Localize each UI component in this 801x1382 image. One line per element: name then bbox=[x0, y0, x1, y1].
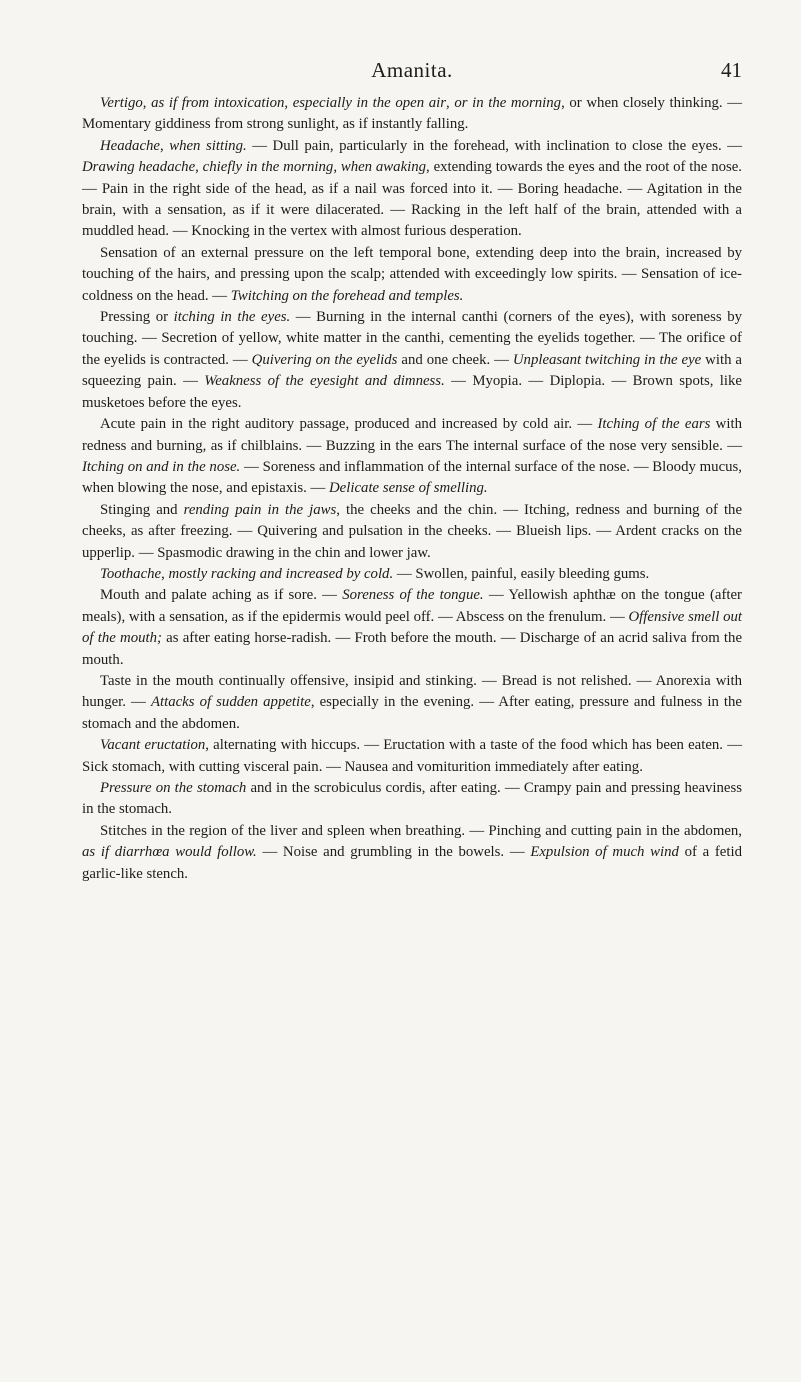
italic-text: as if diarrhœa would follow. bbox=[82, 844, 257, 861]
paragraph bbox=[82, 735, 742, 778]
text-run: , bbox=[284, 95, 293, 111]
italic-text: as if from intoxication bbox=[151, 95, 285, 111]
text-run: Stitches in the region of the liver and spleen when breathing. — Pinching and cutting pain in the abdomen, bbox=[100, 822, 742, 839]
italic-text: Pressure on the stomach bbox=[100, 780, 247, 796]
paragraph bbox=[82, 500, 742, 564]
text-run: , alternating with hiccups. — Eructation with a taste of the food which has been eaten. — Sick stomach, with cutting visceral pain. — Nausea and vomiturition immediately after eating. bbox=[82, 737, 742, 775]
italic-text: Unpleasant twitching in the eye bbox=[512, 351, 702, 368]
italic-text: Itching of the ears bbox=[597, 416, 711, 433]
italic-text: Twitching on the forehead and temples. bbox=[230, 287, 464, 304]
italic-text: especially in the open air bbox=[292, 95, 446, 111]
paragraph bbox=[82, 307, 742, 414]
page-number: 41 bbox=[721, 58, 742, 82]
text-run: — Noise and grumbling in the bowels. — bbox=[256, 844, 531, 861]
text-run: , bbox=[446, 95, 455, 111]
italic-text: Quivering on the eyelids bbox=[251, 351, 398, 368]
italic-text: Attacks of sudden appetite bbox=[150, 694, 311, 711]
paragraph bbox=[82, 93, 742, 136]
page-header bbox=[82, 58, 742, 88]
italic-text: Vertigo bbox=[100, 95, 143, 111]
italic-text: mostly racking and increased by cold. bbox=[168, 565, 394, 582]
text-run: Taste in the mouth continually offensive, insipid and stinking. — Bread is not relished. — Anorexia with hunger. — bbox=[82, 672, 742, 711]
text-run: as after eating horse-radish. — Froth before the mouth. — Discharge of an acrid saliva from the mouth. bbox=[82, 630, 743, 668]
text-run: , bbox=[333, 159, 341, 176]
italic-text: Drawing headache bbox=[82, 159, 196, 176]
text-run: — Burning in the internal canthi (corners of the eyes), with soreness by touching. — Secretion of yellow, white matter in the canthi, cementing the eyelids together. — The orifice of the eyelids is contracted. — bbox=[82, 309, 742, 368]
italic-text: rending pain in the jaws bbox=[183, 501, 337, 518]
text-run: Mouth and palate aching as if sore. — bbox=[100, 587, 343, 604]
italic-text: chiefly in the morning bbox=[202, 159, 334, 176]
text-run: , extending towards the eyes and the root of the nose. — Pain in the right side of the head, as if a nail was forced into it. — Boring headache. — Agitation in the brain, with a sensation, as if it were dilacerated. — Racking in the left half of the brain, attended with a muddled head. — Knocking in the vertex with almost furious desperation. bbox=[82, 159, 743, 240]
paragraph bbox=[82, 821, 742, 885]
running-title: Amanita. bbox=[371, 58, 453, 82]
italic-text: Soreness of the tongue. bbox=[342, 587, 484, 604]
paragraph bbox=[82, 136, 742, 243]
italic-text: Offensive smell out of the mouth; bbox=[82, 608, 742, 647]
italic-text: when awaking bbox=[340, 159, 427, 176]
italic-text: itching in the eyes. bbox=[173, 309, 291, 326]
text-run: Stinging and bbox=[100, 501, 184, 518]
italic-text: Delicate sense of smelling. bbox=[329, 480, 488, 497]
text-run: , especially in the evening. — After eating, pressure and fulness in the stomach and the abdomen. bbox=[82, 694, 742, 732]
italic-text: Vacant eructation bbox=[100, 737, 206, 754]
text-run: , or when closely thinking. — Momentary giddiness from strong sunlight, as if instantly falling. bbox=[82, 95, 742, 133]
paragraph bbox=[82, 243, 742, 307]
text-run: — Swollen, painful, easily bleeding gums. bbox=[393, 565, 650, 582]
text-run: , the cheeks and the chin. — Itching, redness and burning of the cheeks, as after freezing. — Quivering and pulsation in the cheeks. — Blueish lips. — Ardent cracks on the upperlip. — Spasmodic drawing in the chin and lower jaw. bbox=[82, 501, 743, 561]
paragraph bbox=[82, 564, 742, 585]
text-run: Sensation of an external pressure on the left temporal bone, extending deep into the brain, increased by touching of the hairs, and pressing upon the scalp; attended with exceedingly low spirits. — Sensation of ice-coldness on the head. — bbox=[82, 244, 742, 304]
text-run: and in the scrobiculus cordis, after eating. — Crampy pain and pressing heaviness in the stomach. bbox=[82, 780, 743, 818]
italic-text: Weakness of the eyesight and dimness. bbox=[204, 373, 445, 390]
text-run: , bbox=[159, 137, 170, 154]
text-run: , bbox=[161, 565, 169, 582]
italic-text: Itching on and in the nose. bbox=[82, 458, 241, 475]
text-run: Acute pain in the right auditory passage, produced and increased by cold air. — bbox=[100, 416, 598, 433]
text-run: — Soreness and inflammation of the internal surface of the nose. — Bloody mucus, when blowing the nose, and epistaxis. — bbox=[82, 458, 742, 497]
italic-text: or in the morning bbox=[454, 95, 562, 111]
text-run: , bbox=[142, 95, 152, 111]
book-page bbox=[82, 58, 742, 885]
paragraph bbox=[82, 414, 742, 500]
italic-text: Headache bbox=[100, 137, 160, 154]
text-run: — Dull pain, particularly in the forehead, with inclination to close the eyes. — bbox=[246, 137, 742, 154]
paragraph bbox=[82, 671, 742, 735]
text-run: of a fetid garlic-like stench. bbox=[82, 844, 742, 882]
italic-text: when sitting. bbox=[169, 137, 247, 154]
italic-text: Expulsion of much wind bbox=[530, 844, 679, 861]
italic-text: Toothache bbox=[100, 565, 162, 582]
paragraph bbox=[82, 778, 742, 821]
text-run: with a squeezing pain. — bbox=[82, 351, 742, 390]
paragraph bbox=[82, 585, 742, 671]
text-run: with redness and burning, as if chilblains. — Buzzing in the ears The internal surface of the nose very sensible. — bbox=[82, 416, 742, 454]
text-run: — Yellowish aphthæ on the tongue (after meals), with a sensation, as if the epidermis would peel off. — Abscess on the frenulum. — bbox=[82, 587, 742, 625]
text-run: Pressing or bbox=[100, 309, 174, 326]
text-run: — Myopia. — Diplopia. — Brown spots, like musketoes before the eyes. bbox=[82, 373, 742, 411]
body-text bbox=[82, 93, 742, 885]
text-run: and one cheek. — bbox=[397, 351, 513, 368]
text-run: , bbox=[195, 159, 203, 176]
